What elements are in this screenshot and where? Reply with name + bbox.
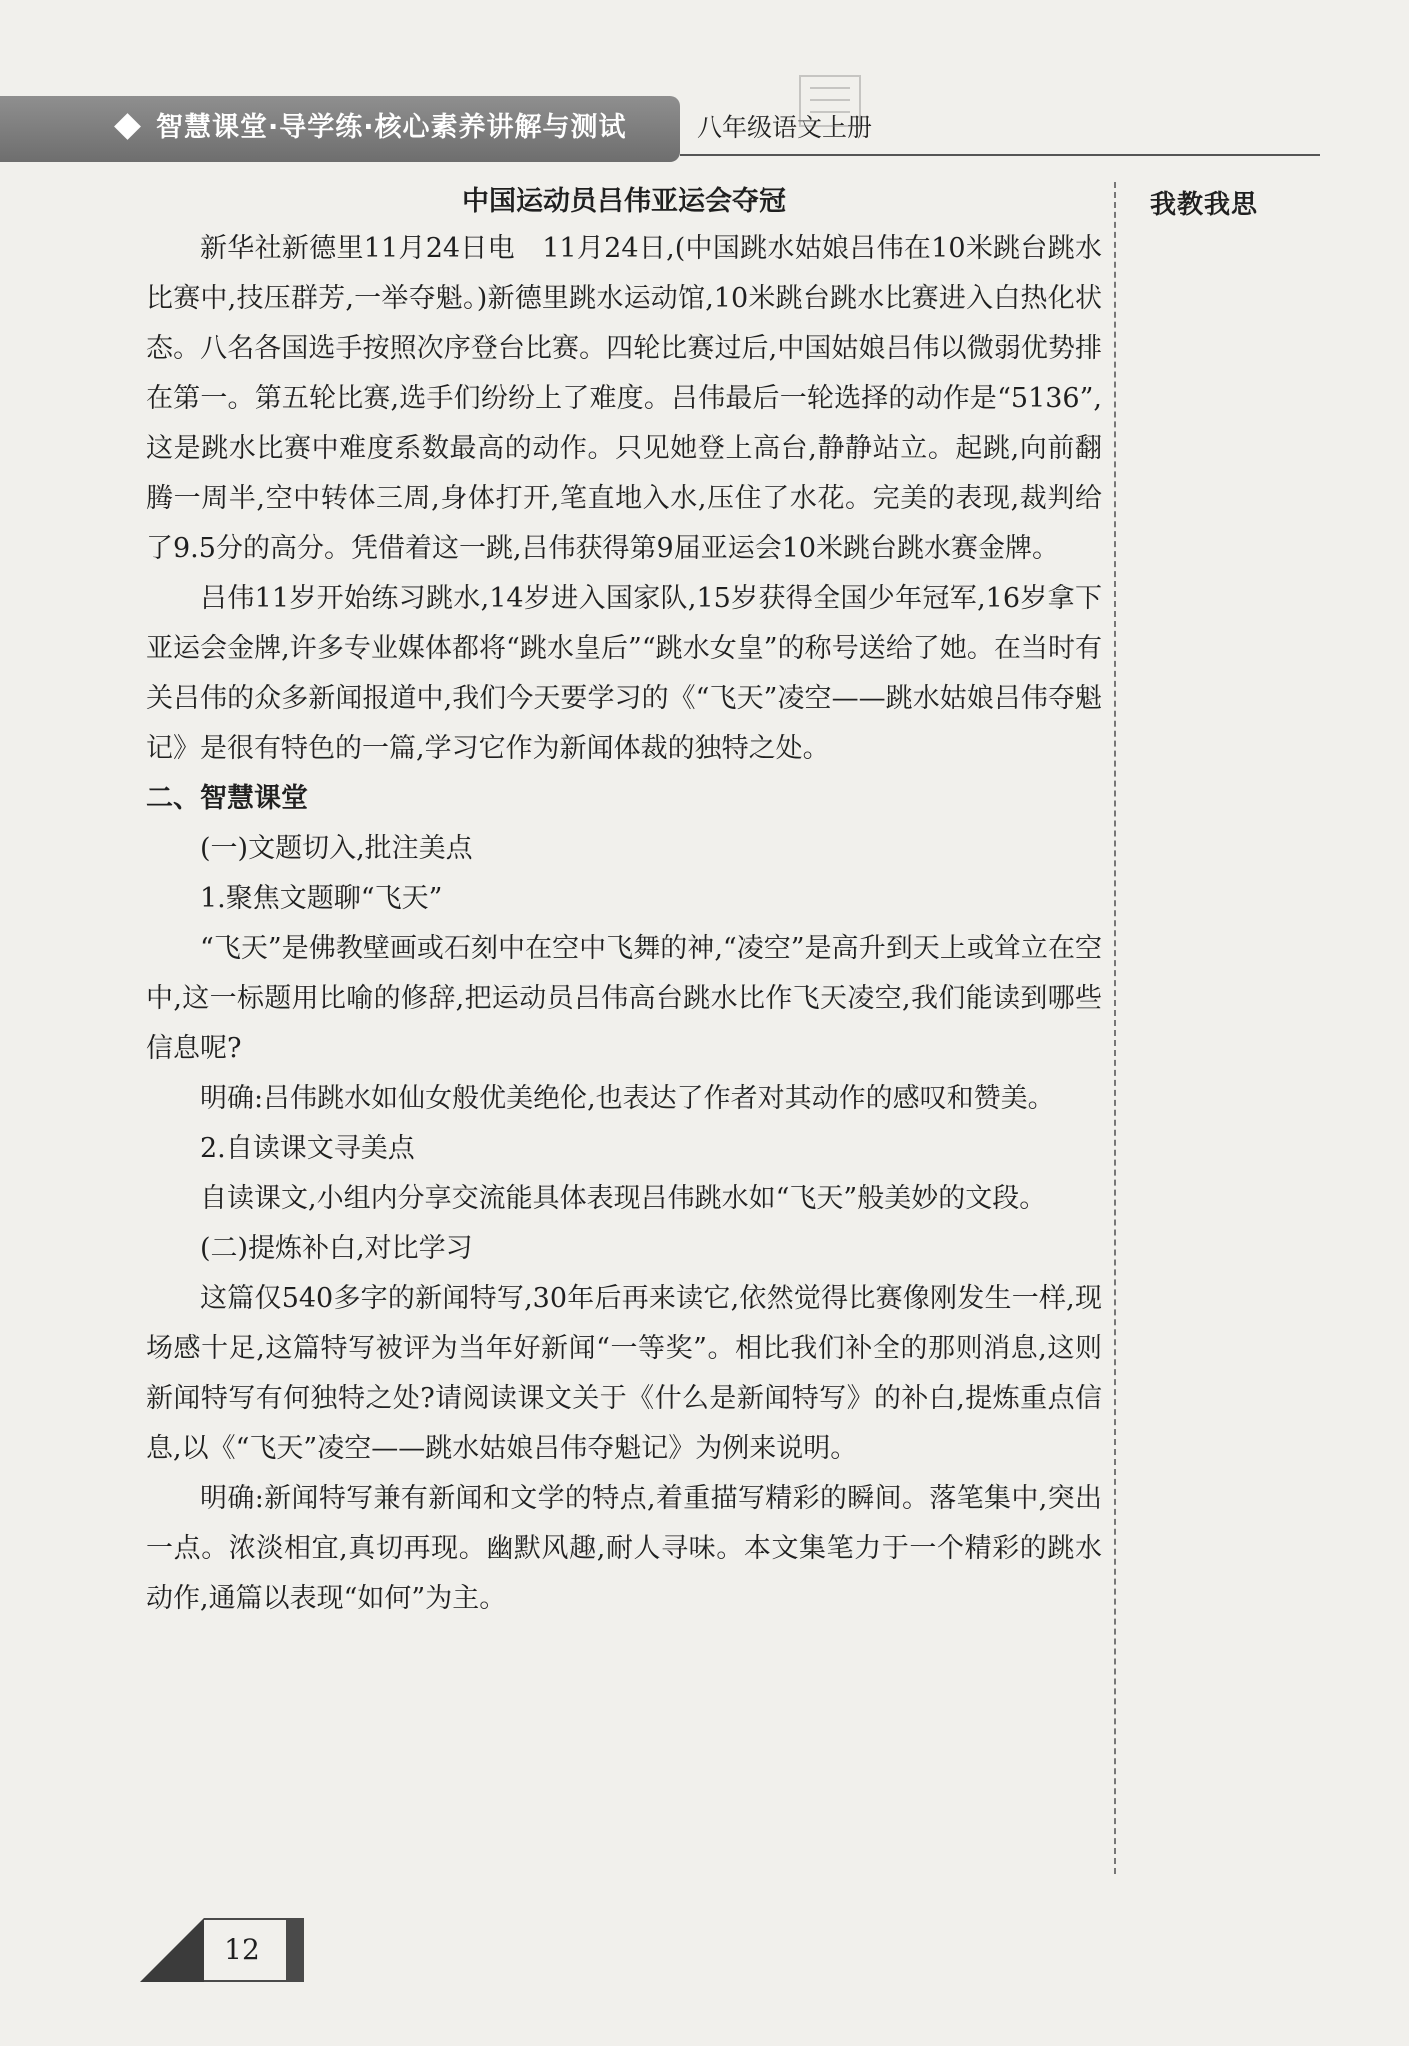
footer-bar bbox=[286, 1918, 304, 1982]
margin-notes-title: 我教我思 bbox=[1150, 190, 1259, 220]
part1-heading: (一)文题切入,批注美点 bbox=[200, 833, 473, 864]
part2-text: 这篇仅540多字的新闻特写,30年后再来读它,依然觉得比赛像刚发生一样,现场感十足,这篇特写被评为当年好新闻“一等奖”。相比我们补全的那则消息,这则新闻特写有何独特之处?请阅读课文关于《什么是新闻特写》的补白,提炼重点信息,以《“飞天”凌空——跳水姑娘吕伟夺魁记》为例来说明。 bbox=[146, 1283, 1102, 1464]
book-series-title: 智慧课堂·导学练·核心素养讲解与测试 bbox=[156, 112, 627, 143]
watermark-stamp-icon bbox=[760, 68, 900, 188]
page-number: 12 bbox=[224, 1933, 260, 1966]
article-headline: 中国运动员吕伟亚运会夺冠 bbox=[462, 186, 786, 217]
item1-answer: 明确:吕伟跳水如仙女般优美绝伦,也表达了作者对其动作的感叹和赞美。 bbox=[200, 1083, 1055, 1114]
article-paragraph-2: 吕伟11岁开始练习跳水,14岁进入国家队,15岁获得全国少年冠军,16岁拿下亚运会金牌,许多专业媒体都将“跳水皇后”“跳水女皇”的称号送给了她。在当时有关吕伟的众多新闻报道中,我们今天要学习的《“飞天”凌空——跳水姑娘吕伟夺魁记》是很有特色的一篇,学习它作为新闻体裁的独特之处。 bbox=[146, 583, 1102, 764]
item1-text: “飞天”是佛教壁画或石刻中在空中飞舞的神,“凌空”是高升到天上或耸立在空中,这一标题用比喻的修辞,把运动员吕伟高台跳水比作飞天凌空,我们能读到哪些信息呢? bbox=[146, 933, 1102, 1064]
footer-triangle-icon bbox=[140, 1918, 204, 1982]
item1-heading: 1.聚焦文题聊“飞天” bbox=[200, 883, 443, 914]
margin-divider bbox=[1114, 182, 1116, 1874]
main-content bbox=[146, 180, 1102, 1624]
part2-heading: (二)提炼补白,对比学习 bbox=[200, 1233, 473, 1264]
item2-heading: 2.自读课文寻美点 bbox=[200, 1133, 415, 1164]
section-heading: 二、智慧课堂 bbox=[146, 783, 308, 814]
article-paragraph-1: 新华社新德里11月24日电 11月24日,(中国跳水姑娘吕伟在10米跳台跳水比赛中,技压群芳,一举夺魁。)新德里跳水运动馆,10米跳台跳水比赛进入白热化状态。八名各国选手按照次序登台比赛。四轮比赛过后,中国姑娘吕伟以微弱优势排在第一。第五轮比赛,选手们纷纷上了难度。吕伟最后一轮选择的动作是“5136”,这是跳水比赛中难度系数最高的动作。只见她登上高台,静静站立。起跳,向前翻腾一周半,空中转体三周,身体打开,笔直地入水,压住了水花。完美的表现,裁判给了9.5分的高分。凭借着这一跳,吕伟获得第9届亚运会10米跳台跳水赛金牌。 bbox=[146, 233, 1102, 564]
part2-answer: 明确:新闻特写兼有新闻和文学的特点,着重描写精彩的瞬间。落笔集中,突出一点。浓淡相宜,真切再现。幽默风趣,耐人寻味。本文集笔力于一个精彩的跳水动作,通篇以表现“如何”为主。 bbox=[146, 1483, 1102, 1614]
item2-text: 自读课文,小组内分享交流能具体表现吕伟跳水如“飞天”般美妙的文段。 bbox=[200, 1183, 1047, 1214]
grade-label: 八年级语文上册 bbox=[697, 113, 873, 142]
